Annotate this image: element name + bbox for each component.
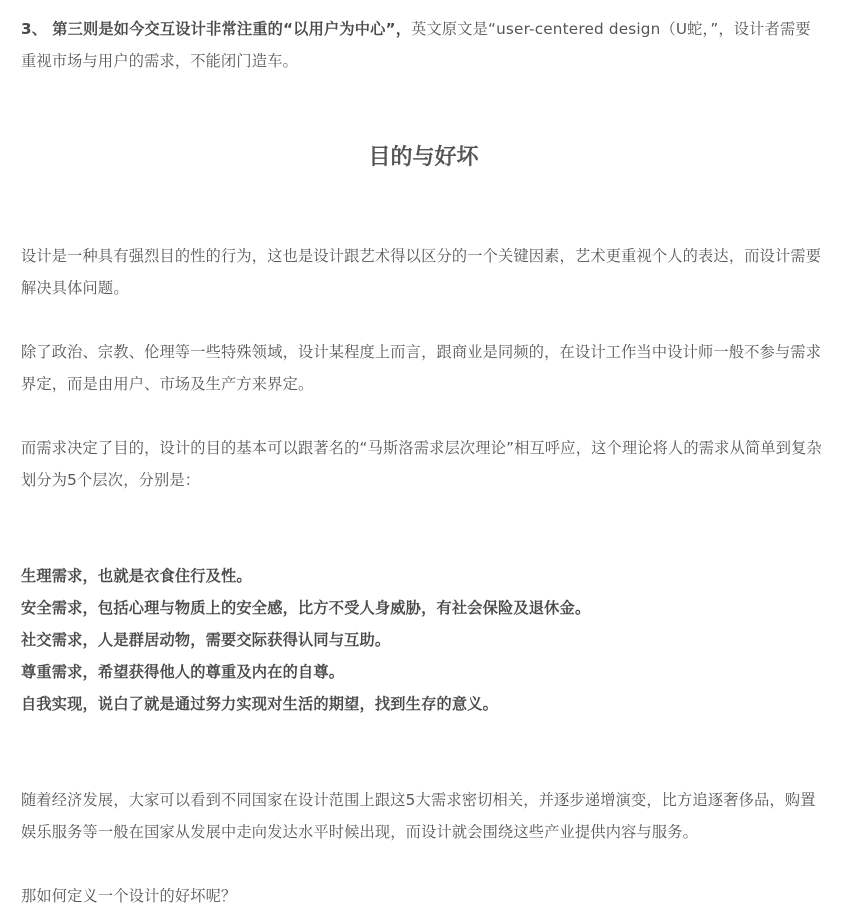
paragraph-maslow: 而需求决定了目的，设计的目的基本可以跟著名的“马斯洛需求层次理论”相互呼应，这个理论将人的需求从简单到复杂划分为5个层次，分别是：: [21, 439, 822, 489]
list-item: 生理需求，也就是衣食住行及性。: [21, 567, 252, 585]
paragraph-rest: 英文原文是“user-centered design（U蛇，”，设计者需要重视市场与用户的需求，不能闭门造车。: [21, 20, 811, 70]
paragraph-bold-lead: 第三则是如今交互设计非常注重的“以用户为中心”，: [52, 20, 412, 38]
section-heading: 目的与好坏: [368, 145, 479, 170]
list-item: 尊重需求，希望获得他人的尊重及内在的自尊。: [21, 663, 345, 681]
list-item: 自我实现，说白了就是通过努力实现对生活的期望，找到生存的意义。: [21, 695, 499, 713]
paragraph-economy: 随着经济发展，大家可以看到不同国家在设计范围上跟这5大需求密切相关，并逐步递增演变，比方追逐奢侈品，购置娱乐服务等一般在国家从发展中走向发达水平时候出现，而设计就会围绕这些产业提供内容与服务。: [21, 791, 816, 841]
paragraph-user-centered: [21, 13, 826, 77]
paragraph-commerce: 除了政治、宗教、伦理等一些特殊领域，设计某程度上而言，跟商业是同频的，在设计工作当中设计师一般不参与需求界定，而是由用户、市场及生产方来界定。: [21, 343, 822, 393]
list-item: 安全需求，包括心理与物质上的安全感，比方不受人身威胁，有社会保险及退休金。: [21, 599, 591, 617]
paragraph-design-purpose: 设计是一种具有强烈目的性的行为，这也是设计跟艺术得以区分的一个关键因素，艺术更重视个人的表达，而设计需要解决具体问题。: [21, 247, 822, 297]
paragraph-question: 那如何定义一个设计的好坏呢？: [21, 887, 237, 905]
paragraph-number: 3、: [21, 20, 48, 38]
needs-list: [21, 560, 826, 720]
list-item: 社交需求，人是群居动物，需要交际获得认同与互助。: [21, 631, 391, 649]
